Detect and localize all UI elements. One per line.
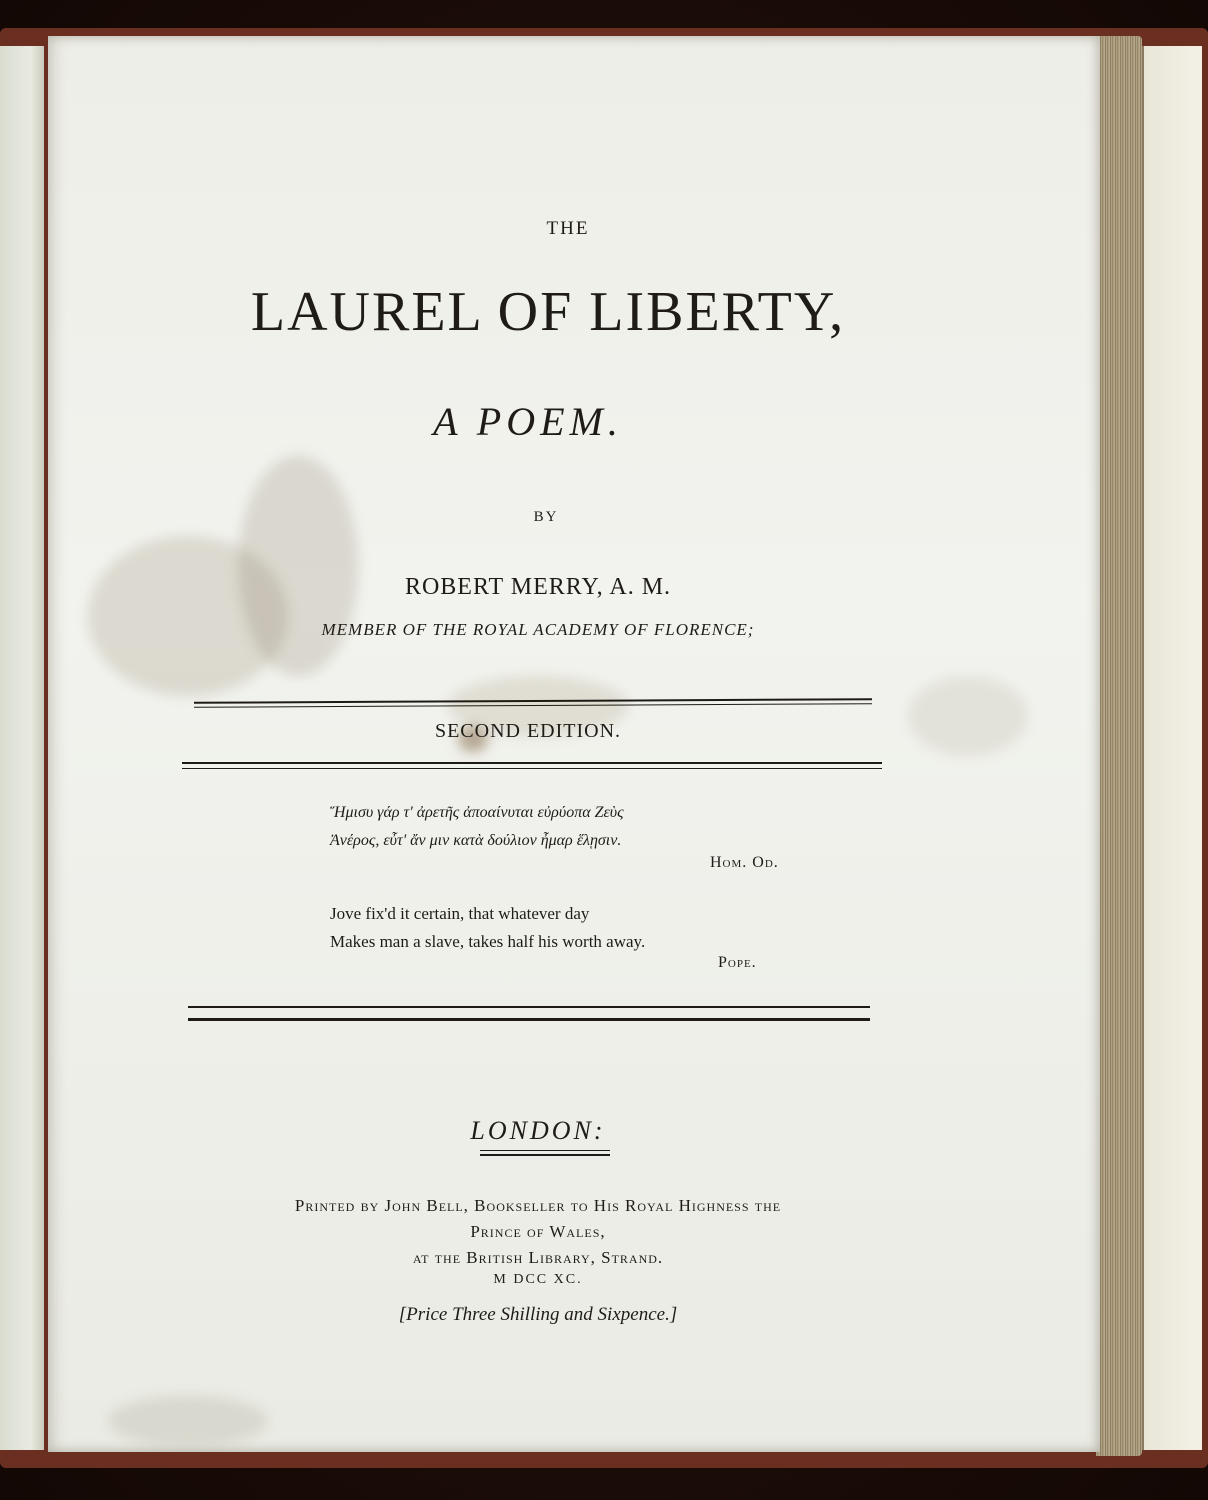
- divider-rule: [188, 1006, 870, 1008]
- divider-rule: [188, 1018, 870, 1021]
- imprint-line-3: at the British Library, Strand.: [412, 1248, 664, 1267]
- page-title: LAUREL OF LIBERTY,: [250, 281, 846, 343]
- greek-epigraph-line-2: Ἀνέρος, εὖτ' ἄν μιν κατὰ δούλιον ἦμαρ ἕλῃσιν.: [330, 832, 622, 849]
- next-leaf: [1142, 46, 1202, 1450]
- foxing-stain: [908, 676, 1028, 756]
- english-epigraph-attribution: Pope.: [718, 954, 757, 971]
- page-subtitle: A POEM.: [433, 399, 623, 444]
- english-epigraph-line-1: Jove fix'd it certain, that whatever day: [330, 904, 590, 923]
- price-notice: [Price Three Shilling and Sixpence.]: [398, 1304, 678, 1325]
- greek-epigraph-line-1: Ἥμισυ γάρ τ' ἀρετῆς ἀποαίνυται εὐρύοπα Ζεὺς: [330, 804, 624, 821]
- greek-epigraph-attribution: Hom. Od.: [710, 854, 779, 871]
- divider-rule: [182, 768, 882, 769]
- imprint-underline: [480, 1154, 610, 1156]
- author-affiliation: MEMBER OF THE ROYAL ACADEMY OF FLORENCE;: [321, 620, 755, 639]
- left-page-edge: [0, 46, 44, 1450]
- edition-label: SECOND EDITION.: [434, 720, 622, 742]
- imprint-year: M DCC XC.: [493, 1272, 583, 1287]
- imprint-place: LONDON:: [470, 1116, 606, 1145]
- author-name: ROBERT MERRY, A. M.: [404, 574, 672, 600]
- english-epigraph-line-2: Makes man a slave, takes half his worth away.: [330, 932, 646, 951]
- byline-label: BY: [533, 509, 559, 525]
- page-block-edge: [1096, 36, 1142, 1456]
- divider-rule: [182, 762, 882, 764]
- imprint-line-2: Prince of Wales,: [470, 1222, 606, 1241]
- title-article: THE: [546, 218, 590, 239]
- imprint-line-1: Printed by John Bell, Bookseller to His Royal Highness the: [294, 1196, 782, 1215]
- imprint-underline: [480, 1150, 610, 1151]
- title-page: [48, 36, 1100, 1452]
- foxing-stain: [238, 456, 358, 676]
- foxing-stain: [108, 1396, 268, 1446]
